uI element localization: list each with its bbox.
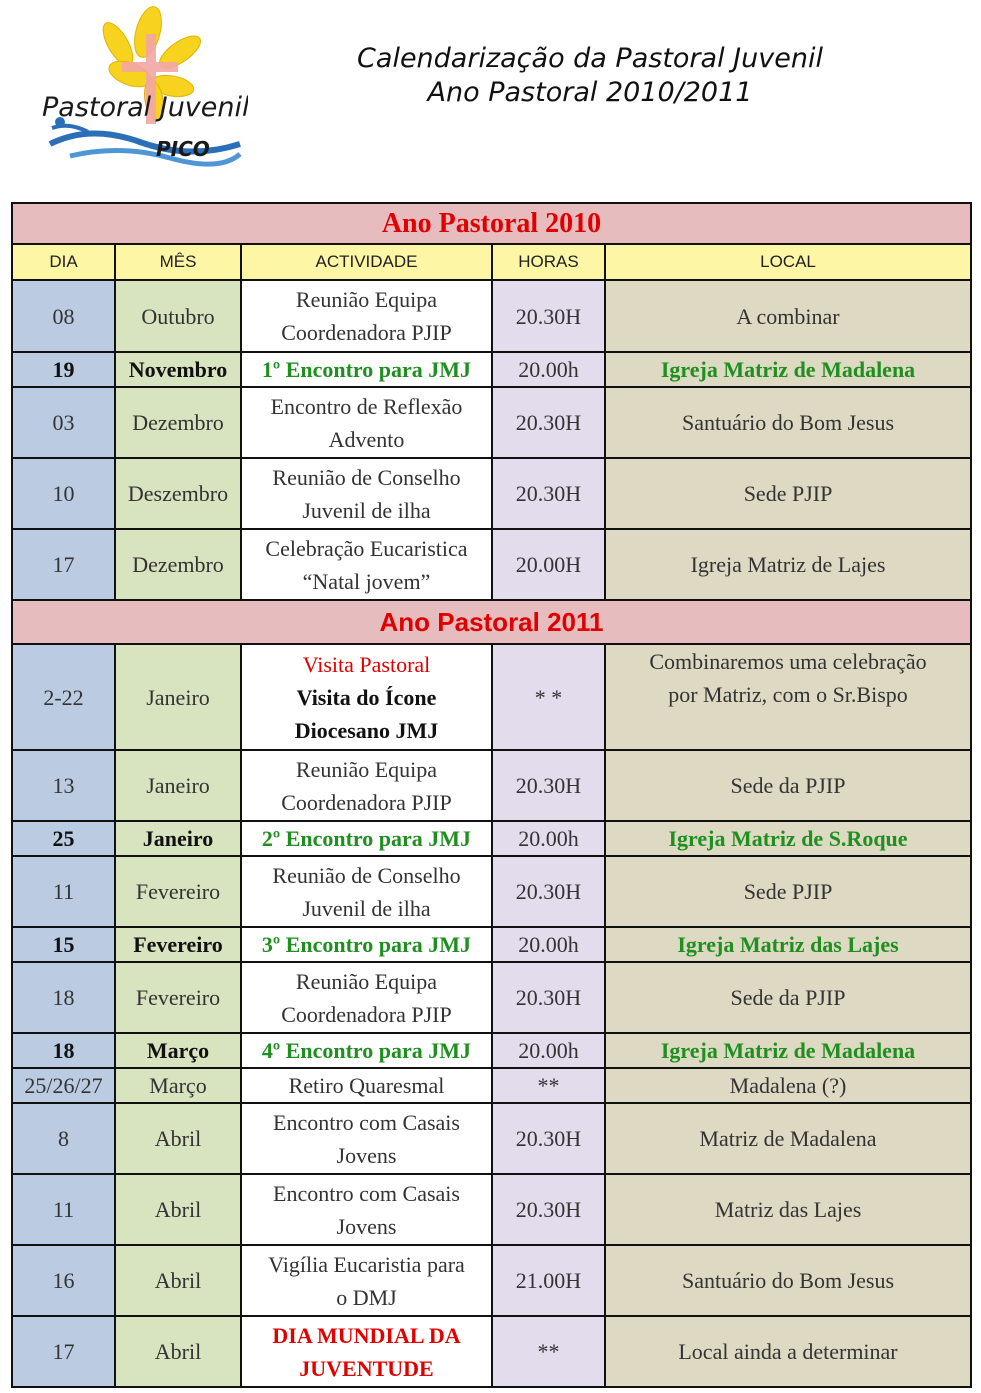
cell-actividade-line: Juvenil de ilha bbox=[302, 895, 431, 921]
cell-actividade: 1º Encontro para JMJ bbox=[241, 352, 492, 387]
cell-actividade bbox=[241, 856, 492, 927]
cell-dia: 03 bbox=[12, 387, 115, 458]
cell-horas: 20.00h bbox=[492, 927, 605, 962]
cell-actividade: 4º Encontro para JMJ bbox=[241, 1033, 492, 1068]
cell-dia: 18 bbox=[12, 1033, 115, 1068]
cell-actividade bbox=[241, 1174, 492, 1245]
cell-dia: 13 bbox=[12, 750, 115, 821]
cell-local: Local ainda a determinar bbox=[605, 1316, 971, 1387]
cell-actividade-line: Jovens bbox=[336, 1142, 397, 1168]
cell-horas: 20.00h bbox=[492, 1033, 605, 1068]
cell-mes: Abril bbox=[115, 1245, 241, 1316]
cell-local bbox=[605, 644, 971, 750]
table-row bbox=[12, 821, 971, 856]
cell-dia: 19 bbox=[12, 352, 115, 387]
cell-mes: Abril bbox=[115, 1316, 241, 1387]
cell-actividade bbox=[241, 750, 492, 821]
cell-dia: 15 bbox=[12, 927, 115, 962]
cell-actividade-line: Jovens bbox=[336, 1213, 397, 1239]
table-row bbox=[12, 1245, 971, 1316]
cross-flower-logo-icon bbox=[30, 4, 248, 176]
cell-actividade bbox=[241, 387, 492, 458]
cell-mes: Outubro bbox=[115, 280, 241, 352]
cell-actividade-line: Reunião Equipa bbox=[295, 968, 438, 994]
cell-local-line: Combinaremos uma celebração bbox=[649, 649, 927, 674]
cell-actividade-line: Juvenil de ilha bbox=[302, 497, 431, 523]
cell-local: Sede PJIP bbox=[605, 458, 971, 529]
page-subtitle: Ano Pastoral 2010/2011 bbox=[427, 77, 753, 108]
cell-actividade-line: Reunião de Conselho bbox=[272, 862, 461, 888]
cell-mes: Dezembro bbox=[115, 529, 241, 600]
section-title-2011: Ano Pastoral 2011 bbox=[12, 600, 971, 644]
cell-horas: 20.00h bbox=[492, 352, 605, 387]
cell-actividade-line: Reunião Equipa bbox=[295, 756, 438, 782]
table-row bbox=[12, 1316, 971, 1387]
cell-horas: 20.30H bbox=[492, 1174, 605, 1245]
cell-dia: 17 bbox=[12, 529, 115, 600]
col-header-actividade: ACTIVIDADE bbox=[241, 244, 492, 280]
cell-actividade-line: Vigília Eucaristia para bbox=[268, 1251, 465, 1277]
cell-local: Igreja Matriz de S.Roque bbox=[605, 821, 971, 856]
section-title-2010: Ano Pastoral 2010 bbox=[12, 203, 971, 244]
cell-actividade-line: DIA MUNDIAL DA bbox=[272, 1322, 461, 1348]
cell-local: Santuário do Bom Jesus bbox=[605, 1245, 971, 1316]
cell-horas: 20.30H bbox=[492, 1103, 605, 1174]
cell-local: Igreja Matriz de Madalena bbox=[605, 1033, 971, 1068]
cell-local: Matriz de Madalena bbox=[605, 1103, 971, 1174]
cell-actividade bbox=[241, 1316, 492, 1387]
cell-mes: Abril bbox=[115, 1103, 241, 1174]
table-row bbox=[12, 280, 971, 352]
cell-dia: 8 bbox=[12, 1103, 115, 1174]
page-title-block bbox=[300, 42, 880, 110]
cell-actividade-line: Diocesano JMJ bbox=[294, 717, 439, 743]
pastoral-juvenil-logo bbox=[30, 4, 248, 176]
cell-dia: 11 bbox=[12, 856, 115, 927]
cell-local: Igreja Matriz de Lajes bbox=[605, 529, 971, 600]
cell-actividade: 2º Encontro para JMJ bbox=[241, 821, 492, 856]
cell-mes: Dezembro bbox=[115, 387, 241, 458]
table-row bbox=[12, 927, 971, 962]
cell-mes: Novembro bbox=[115, 352, 241, 387]
cell-mes: Janeiro bbox=[115, 750, 241, 821]
cell-horas: 20.30H bbox=[492, 962, 605, 1033]
cell-mes: Fevereiro bbox=[115, 927, 241, 962]
cell-mes: Março bbox=[115, 1068, 241, 1103]
cell-local: Sede PJIP bbox=[605, 856, 971, 927]
col-header-local: LOCAL bbox=[605, 244, 971, 280]
cell-actividade-line: Advento bbox=[328, 426, 405, 452]
cell-dia: 25/26/27 bbox=[12, 1068, 115, 1103]
col-header-mes: MÊS bbox=[115, 244, 241, 280]
cell-dia: 25 bbox=[12, 821, 115, 856]
table-row bbox=[12, 458, 971, 529]
cell-actividade-line: Reunião de Conselho bbox=[272, 464, 461, 490]
table-row bbox=[12, 387, 971, 458]
cell-mes: Deszembro bbox=[115, 458, 241, 529]
cell-horas: ** bbox=[492, 1316, 605, 1387]
cell-local: Igreja Matriz das Lajes bbox=[605, 927, 971, 962]
cell-actividade bbox=[241, 458, 492, 529]
table-row bbox=[12, 750, 971, 821]
cell-horas: 20.30H bbox=[492, 750, 605, 821]
cell-mes: Fevereiro bbox=[115, 856, 241, 927]
cell-actividade-line: Coordenadora PJIP bbox=[281, 320, 452, 345]
logo-text-main: Pastoral Juvenil bbox=[42, 92, 248, 123]
section-header-2011 bbox=[12, 600, 971, 644]
cell-horas: 20.30H bbox=[492, 458, 605, 529]
cell-actividade-line: Celebração Eucaristica bbox=[265, 535, 468, 561]
table-row bbox=[12, 962, 971, 1033]
cell-actividade-line: Encontro com Casais bbox=[273, 1180, 460, 1206]
cell-actividade-line: Encontro de Reflexão bbox=[270, 393, 463, 419]
cell-dia: 17 bbox=[12, 1316, 115, 1387]
column-header-row bbox=[12, 244, 971, 280]
cell-mes: Março bbox=[115, 1033, 241, 1068]
table-row bbox=[12, 352, 971, 387]
cell-actividade bbox=[241, 962, 492, 1033]
cell-local: Sede da PJIP bbox=[605, 750, 971, 821]
cell-actividade bbox=[241, 280, 492, 352]
cell-actividade-line: Coordenadora PJIP bbox=[281, 789, 452, 815]
cell-dia: 2-22 bbox=[12, 644, 115, 750]
logo-text-sub: PICO bbox=[156, 137, 210, 161]
table-row bbox=[12, 1174, 971, 1245]
cell-dia: 18 bbox=[12, 962, 115, 1033]
cell-horas: 20.00h bbox=[492, 821, 605, 856]
cell-actividade-line: o DMJ bbox=[336, 1284, 397, 1310]
cell-actividade-line: Visita Pastoral bbox=[302, 651, 431, 677]
cell-horas: 21.00H bbox=[492, 1245, 605, 1316]
table-row bbox=[12, 529, 971, 600]
cell-horas: ** bbox=[492, 1068, 605, 1103]
cell-dia: 10 bbox=[12, 458, 115, 529]
cell-actividade: 3º Encontro para JMJ bbox=[241, 927, 492, 962]
cell-actividade bbox=[241, 1103, 492, 1174]
cell-dia: 11 bbox=[12, 1174, 115, 1245]
table-row bbox=[12, 644, 971, 750]
cell-mes: Abril bbox=[115, 1174, 241, 1245]
cell-dia: 08 bbox=[12, 280, 115, 352]
cell-actividade-line: Coordenadora PJIP bbox=[281, 1001, 452, 1027]
col-header-horas: HORAS bbox=[492, 244, 605, 280]
cell-actividade-line: “Natal jovem” bbox=[302, 568, 431, 594]
cell-local-line: por Matriz, com o Sr.Bispo bbox=[668, 682, 908, 707]
cell-horas: 20.30H bbox=[492, 280, 605, 352]
section-header-2010 bbox=[12, 203, 971, 244]
cell-actividade: Retiro Quaresmal bbox=[241, 1068, 492, 1103]
cell-actividade bbox=[241, 644, 492, 750]
page-title: Calendarização da Pastoral Juvenil bbox=[357, 43, 823, 74]
cell-local: A combinar bbox=[605, 280, 971, 352]
table-row bbox=[12, 856, 971, 927]
cell-horas: 20.30H bbox=[492, 387, 605, 458]
cell-dia: 16 bbox=[12, 1245, 115, 1316]
cell-local: Santuário do Bom Jesus bbox=[605, 387, 971, 458]
table-row bbox=[12, 1103, 971, 1174]
cell-mes: Janeiro bbox=[115, 644, 241, 750]
cell-actividade-line: Visita do Ícone bbox=[296, 684, 437, 710]
cell-mes: Janeiro bbox=[115, 821, 241, 856]
cell-actividade-line: Encontro com Casais bbox=[273, 1109, 460, 1135]
cell-local: Sede da PJIP bbox=[605, 962, 971, 1033]
calendar-table bbox=[11, 202, 972, 1388]
cell-actividade-line: Reunião Equipa bbox=[295, 287, 438, 312]
cell-local: Matriz das Lajes bbox=[605, 1174, 971, 1245]
col-header-dia: DIA bbox=[12, 244, 115, 280]
cell-horas: 20.00H bbox=[492, 529, 605, 600]
cell-actividade bbox=[241, 529, 492, 600]
cell-local: Madalena (?) bbox=[605, 1068, 971, 1103]
cell-actividade-line: JUVENTUDE bbox=[299, 1355, 434, 1381]
cell-local: Igreja Matriz de Madalena bbox=[605, 352, 971, 387]
cell-actividade bbox=[241, 1245, 492, 1316]
table-row bbox=[12, 1033, 971, 1068]
cell-horas: * * bbox=[492, 644, 605, 750]
table-row bbox=[12, 1068, 971, 1103]
cell-horas: 20.30H bbox=[492, 856, 605, 927]
cell-mes: Fevereiro bbox=[115, 962, 241, 1033]
